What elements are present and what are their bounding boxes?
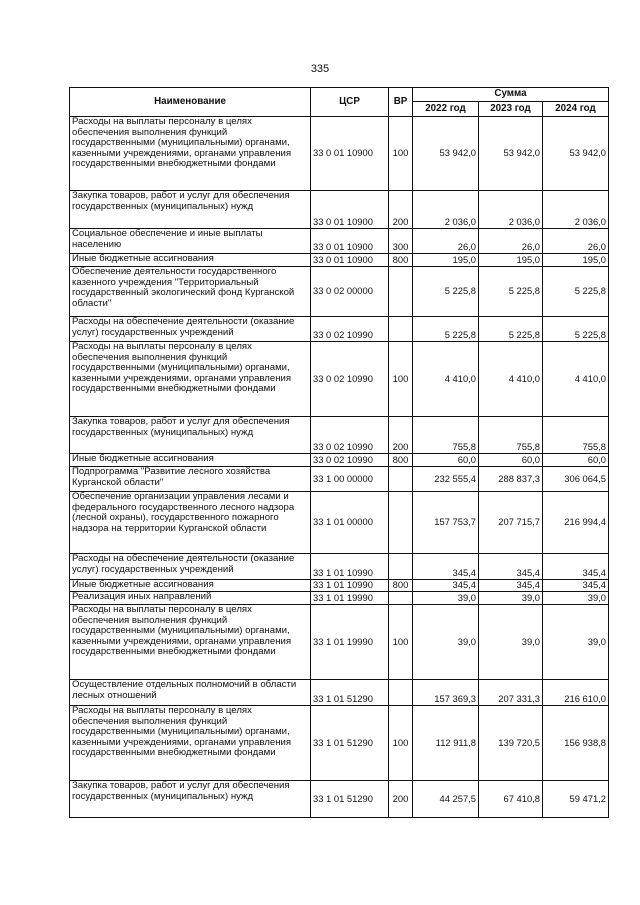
row-name: Обеспечение организации управления лесами и федерального государственного лесного надзора (лесной охраны), государственного пожарного надзора на территории Курганской области bbox=[70, 492, 311, 554]
table-row bbox=[70, 592, 609, 605]
row-name: Иные бюджетные ассигнования bbox=[70, 580, 311, 592]
row-amount-2024: 345,4 bbox=[543, 580, 609, 592]
row-amount-2023: 5 225,8 bbox=[479, 317, 543, 342]
table-body bbox=[70, 117, 609, 818]
row-vr: 200 bbox=[389, 781, 413, 818]
row-name: Расходы на выплаты персоналу в целях обеспечения выполнения функций государственными (муниципальными) органами, казенными учреждениями, органами управления государственными внебюджетными фондами bbox=[70, 706, 311, 781]
row-amount-2024: 156 938,8 bbox=[543, 706, 609, 781]
row-csr: 33 0 02 10990 bbox=[311, 342, 389, 417]
row-amount-2024: 2 036,0 bbox=[543, 191, 609, 229]
row-amount-2023: 345,4 bbox=[479, 580, 543, 592]
page-number: 335 bbox=[310, 63, 330, 75]
row-amount-2023: 195,0 bbox=[479, 254, 543, 267]
row-amount-2023: 207 331,3 bbox=[479, 680, 543, 706]
row-name: Расходы на выплаты персоналу в целях обеспечения выполнения функций государственными (муниципальными) органами, казенными учреждениями, органами управления государственными внебюджетными фондами bbox=[70, 342, 311, 417]
table-row bbox=[70, 417, 609, 454]
row-vr bbox=[389, 492, 413, 554]
row-amount-2024: 60,0 bbox=[543, 454, 609, 467]
header-year-2023: 2023 год bbox=[479, 102, 543, 117]
row-amount-2022: 345,4 bbox=[413, 580, 479, 592]
row-name: Социальное обеспечение и иные выплаты населению bbox=[70, 229, 311, 254]
header-year-2022: 2022 год bbox=[413, 102, 479, 117]
row-vr: 100 bbox=[389, 117, 413, 191]
table-row bbox=[70, 492, 609, 554]
row-amount-2024: 5 225,8 bbox=[543, 267, 609, 317]
header-name: Наименование bbox=[70, 88, 311, 117]
row-vr: 200 bbox=[389, 191, 413, 229]
row-amount-2022: 232 555,4 bbox=[413, 467, 479, 492]
row-csr: 33 1 01 51290 bbox=[311, 680, 389, 706]
row-amount-2022: 5 225,8 bbox=[413, 317, 479, 342]
row-csr: 33 1 01 10990 bbox=[311, 554, 389, 580]
row-name: Расходы на выплаты персоналу в целях обеспечения выполнения функций государственными (муниципальными) органами, казенными учреждениями, органами управления государственными внебюджетными фондами bbox=[70, 117, 311, 191]
row-amount-2023: 755,8 bbox=[479, 417, 543, 454]
row-amount-2023: 5 225,8 bbox=[479, 267, 543, 317]
header-year-2024: 2024 год bbox=[543, 102, 609, 117]
row-csr: 33 1 01 00000 bbox=[311, 492, 389, 554]
row-csr: 33 1 01 19990 bbox=[311, 592, 389, 605]
row-vr: 800 bbox=[389, 254, 413, 267]
row-name: Расходы на выплаты персоналу в целях обеспечения выполнения функций государственными (муниципальными) органами, казенными учреждениями, органами управления государственными внебюджетными фондами bbox=[70, 605, 311, 680]
row-csr: 33 0 01 10900 bbox=[311, 254, 389, 267]
row-name: Реализация иных направлений bbox=[70, 592, 311, 605]
table-row bbox=[70, 554, 609, 580]
table-row bbox=[70, 605, 609, 680]
row-amount-2022: 60,0 bbox=[413, 454, 479, 467]
row-name: Иные бюджетные ассигнования bbox=[70, 454, 311, 467]
row-name: Расходы на обеспечение деятельности (оказание услуг) государственных учреждений bbox=[70, 317, 311, 342]
row-amount-2024: 39,0 bbox=[543, 605, 609, 680]
row-amount-2022: 26,0 bbox=[413, 229, 479, 254]
row-amount-2022: 4 410,0 bbox=[413, 342, 479, 417]
row-csr: 33 0 01 10900 bbox=[311, 117, 389, 191]
row-csr: 33 0 02 10990 bbox=[311, 317, 389, 342]
row-amount-2022: 755,8 bbox=[413, 417, 479, 454]
header-vr: ВР bbox=[389, 88, 413, 117]
row-amount-2024: 26,0 bbox=[543, 229, 609, 254]
row-vr: 100 bbox=[389, 706, 413, 781]
row-amount-2023: 2 036,0 bbox=[479, 191, 543, 229]
row-amount-2022: 157 753,7 bbox=[413, 492, 479, 554]
row-amount-2024: 195,0 bbox=[543, 254, 609, 267]
row-csr: 33 0 02 10990 bbox=[311, 454, 389, 467]
table-row bbox=[70, 317, 609, 342]
row-vr: 800 bbox=[389, 454, 413, 467]
row-amount-2024: 755,8 bbox=[543, 417, 609, 454]
row-csr: 33 1 01 51290 bbox=[311, 781, 389, 818]
row-vr: 300 bbox=[389, 229, 413, 254]
row-csr: 33 0 01 10900 bbox=[311, 229, 389, 254]
row-amount-2022: 53 942,0 bbox=[413, 117, 479, 191]
row-amount-2022: 345,4 bbox=[413, 554, 479, 580]
row-amount-2023: 207 715,7 bbox=[479, 492, 543, 554]
row-csr: 33 0 02 00000 bbox=[311, 267, 389, 317]
row-name: Подпрограмма "Развитие лесного хозяйства Курганской области" bbox=[70, 467, 311, 492]
row-amount-2023: 26,0 bbox=[479, 229, 543, 254]
table-row bbox=[70, 254, 609, 267]
row-amount-2022: 39,0 bbox=[413, 605, 479, 680]
row-vr bbox=[389, 680, 413, 706]
table-row bbox=[70, 229, 609, 254]
row-amount-2024: 216 994,4 bbox=[543, 492, 609, 554]
row-amount-2023: 53 942,0 bbox=[479, 117, 543, 191]
row-vr: 100 bbox=[389, 342, 413, 417]
row-vr: 800 bbox=[389, 580, 413, 592]
row-vr bbox=[389, 592, 413, 605]
row-amount-2022: 157 369,3 bbox=[413, 680, 479, 706]
row-amount-2023: 288 837,3 bbox=[479, 467, 543, 492]
row-amount-2022: 39,0 bbox=[413, 592, 479, 605]
row-amount-2024: 306 064,5 bbox=[543, 467, 609, 492]
row-amount-2023: 345,4 bbox=[479, 554, 543, 580]
row-amount-2022: 112 911,8 bbox=[413, 706, 479, 781]
budget-table bbox=[69, 87, 609, 818]
row-amount-2024: 345,4 bbox=[543, 554, 609, 580]
table-row bbox=[70, 454, 609, 467]
row-amount-2022: 44 257,5 bbox=[413, 781, 479, 818]
row-vr: 200 bbox=[389, 417, 413, 454]
row-name: Закупка товаров, работ и услуг для обеспечения государственных (муниципальных) нужд bbox=[70, 191, 311, 229]
row-amount-2023: 39,0 bbox=[479, 592, 543, 605]
row-csr: 33 0 01 10900 bbox=[311, 191, 389, 229]
header-sum: Сумма bbox=[413, 88, 609, 102]
row-amount-2022: 2 036,0 bbox=[413, 191, 479, 229]
row-name: Обеспечение деятельности государственного казенного учреждения "Территориальный государственный экологический фонд Курганской области" bbox=[70, 267, 311, 317]
row-name: Осуществление отдельных полномочий в области лесных отношений bbox=[70, 680, 311, 706]
row-amount-2022: 5 225,8 bbox=[413, 267, 479, 317]
row-csr: 33 1 00 00000 bbox=[311, 467, 389, 492]
row-name: Иные бюджетные ассигнования bbox=[70, 254, 311, 267]
table-row bbox=[70, 781, 609, 818]
row-csr: 33 0 02 10990 bbox=[311, 417, 389, 454]
row-amount-2024: 53 942,0 bbox=[543, 117, 609, 191]
table-row bbox=[70, 342, 609, 417]
row-name: Закупка товаров, работ и услуг для обеспечения государственных (муниципальных) нужд bbox=[70, 781, 311, 818]
row-amount-2023: 39,0 bbox=[479, 605, 543, 680]
row-amount-2024: 4 410,0 bbox=[543, 342, 609, 417]
row-amount-2023: 60,0 bbox=[479, 454, 543, 467]
row-vr bbox=[389, 317, 413, 342]
row-amount-2023: 4 410,0 bbox=[479, 342, 543, 417]
row-amount-2022: 195,0 bbox=[413, 254, 479, 267]
row-name: Расходы на обеспечение деятельности (оказание услуг) государственных учреждений bbox=[70, 554, 311, 580]
row-csr: 33 1 01 51290 bbox=[311, 706, 389, 781]
table-row bbox=[70, 706, 609, 781]
row-vr bbox=[389, 267, 413, 317]
table-header bbox=[70, 88, 609, 117]
row-vr bbox=[389, 467, 413, 492]
row-vr bbox=[389, 554, 413, 580]
row-amount-2024: 59 471,2 bbox=[543, 781, 609, 818]
row-amount-2024: 5 225,8 bbox=[543, 317, 609, 342]
header-csr: ЦСР bbox=[311, 88, 389, 117]
row-csr: 33 1 01 19990 bbox=[311, 605, 389, 680]
row-amount-2023: 67 410,8 bbox=[479, 781, 543, 818]
row-amount-2023: 139 720,5 bbox=[479, 706, 543, 781]
row-csr: 33 1 01 10990 bbox=[311, 580, 389, 592]
table-row bbox=[70, 580, 609, 592]
row-amount-2024: 216 610,0 bbox=[543, 680, 609, 706]
table-row bbox=[70, 680, 609, 706]
table-row bbox=[70, 267, 609, 317]
table-row bbox=[70, 467, 609, 492]
table-row bbox=[70, 191, 609, 229]
row-vr: 100 bbox=[389, 605, 413, 680]
row-amount-2024: 39,0 bbox=[543, 592, 609, 605]
row-name: Закупка товаров, работ и услуг для обеспечения государственных (муниципальных) нужд bbox=[70, 417, 311, 454]
table-row bbox=[70, 117, 609, 191]
